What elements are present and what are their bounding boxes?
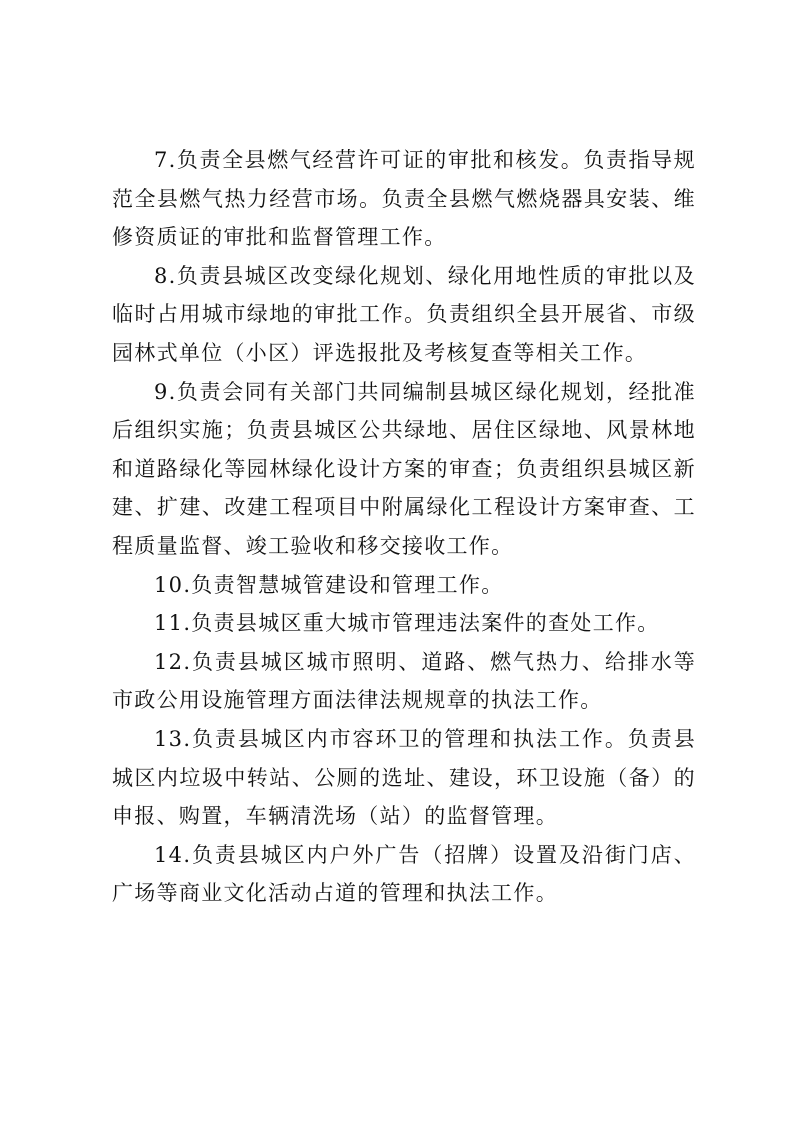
paragraph-item-14: 14.负责县城区内户外广告（招牌）设置及沿街门店、广场等商业文化活动占道的管理和执法工作。 [112, 842, 696, 906]
paragraph-item-11: 11.负责县城区重大城市管理违法案件的查处工作。 [154, 611, 660, 636]
paragraph-item-8: 8.负责县城区改变绿化规划、绿化用地性质的审批以及临时占用城市绿地的审批工作。负责组织全县开展省、市级园林式单位（小区）评选报批及考核复查等相关工作。 [112, 263, 696, 365]
paragraph-item-9: 9.负责会同有关部门共同编制县城区绿化规划，经批准后组织实施；负责县城区公共绿地、居住区绿地、风景林地和道路绿化等园林绿化设计方案的审查；负责组织县城区新建、扩建、改建工程项目中附属绿化工程设计方案审查、工程质量监督、竣工验收和移交接收工作。 [112, 379, 696, 558]
paragraph-item-12: 12.负责县城区城市照明、道路、燃气热力、给排水等市政公用设施管理方面法律法规规章的执法工作。 [112, 649, 696, 713]
paragraph-item-7: 7.负责全县燃气经营许可证的审批和核发。负责指导规范全县燃气热力经营市场。负责全县燃气燃烧器具安装、维修资质证的审批和监督管理工作。 [112, 148, 696, 250]
paragraph-item-10: 10.负责智慧城管建设和管理工作。 [154, 572, 504, 597]
document-body [112, 141, 696, 913]
paragraph-item-13: 13.负责县城区内市容环卫的管理和执法工作。负责县城区内垃圾中转站、公厕的选址、建设，环卫设施（备）的申报、购置，车辆清洗场（站）的监督管理。 [112, 726, 696, 829]
